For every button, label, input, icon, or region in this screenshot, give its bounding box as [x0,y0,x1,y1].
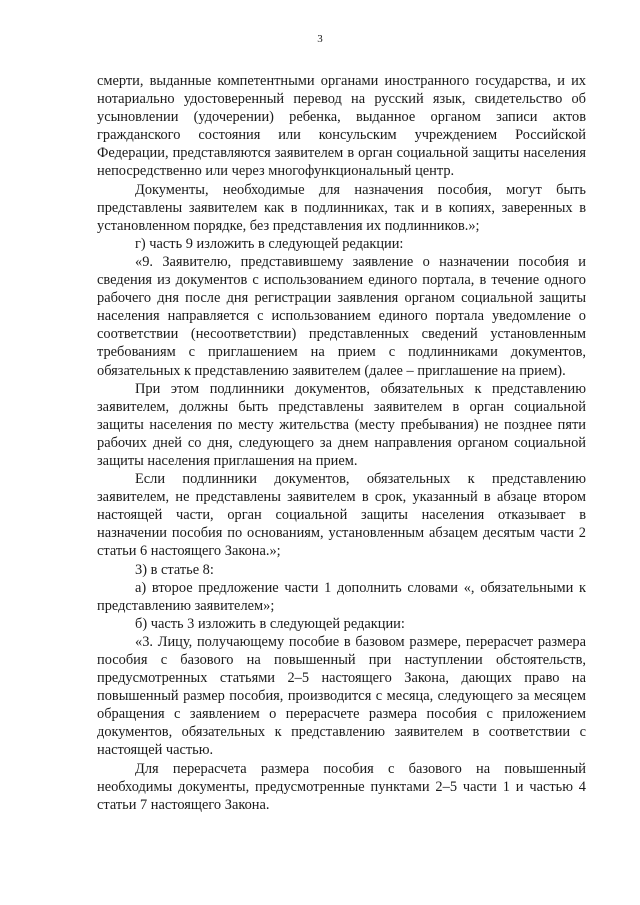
paragraph-amendment-item: г) часть 9 изложить в следующей редакции: [135,235,404,252]
paragraph-quoted-part-9: «9. Заявителю, представившему заявление о назначении пособия и сведения из документов с использованием единого портала, в течение одного рабочего дня после дня регистрации заявления органом социальной защиты населения направляется с использованием единого портала уведомление о соответствии (несоответствии) представленных сведений установленным требованиям с приглашением на прием с подлинниками документов, обязательных к представлению заявителем (далее – приглашение на прием). [97,253,586,379]
paragraph: Если подлинники документов, обязательных к представлению заявителем, не представлены заявителем в срок, указанный в абзаце втором настоящей части, орган социальной защиты населения отказывает в назначении пособия по основаниям, установленным абзацем десятым части 2 статьи 6 настоящего Закона.»; [97,471,586,560]
document-body [97,72,586,814]
page-number: 3 [317,33,323,45]
paragraph-quoted-part-3: «3. Лицу, получающему пособие в базовом размере, перерасчет размера пособия с базового на повышенный при наступлении обстоятельств, предусмотренных статьями 2–5 настоящего Закона, дающих право на повышенный размер пособия, производится с месяца, следующего за месяцем обращения с заявлением о перерасчете размера пособия с приложением документов, обязательных к представлению заявителем в соответствии с настоящей частью. [97,633,586,759]
paragraph: При этом подлинники документов, обязательных к представлению заявителем, должны быть представлены заявителем в орган социальной защиты населения по месту жительства (месту пребывания) не позднее пяти рабочих дней со дня, следующего за днем направления органом социальной защиты населения приглашения на прием. [97,380,586,469]
paragraph: Документы, необходимые для назначения пособия, могут быть представлены заявителем как в подлинниках, так и в копиях, заверенных в установленном порядке, без представления их подлинников.»; [97,181,586,234]
paragraph-amendment-item: 3) в статье 8: [135,561,214,578]
paragraph-amendment-item: а) второе предложение части 1 дополнить словами «, обязательными к представлению заявителем»; [97,579,586,614]
paragraph: Для перерасчета размера пособия с базового на повышенный необходимы документы, предусмотренные пунктами 2–5 части 1 и частью 4 статьи 7 настоящего Закона. [97,760,586,813]
paragraph-continuation: смерти, выданные компетентными органами иностранного государства, и их нотариально удостоверенный перевод на русский язык, свидетельство об усыновлении (удочерении) ребенка, выданное органом записи актов гражданского состояния или консульским учреждением Российской Федерации, представляются заявителем в орган социальной защиты населения непосредственно или через многофункциональный центр. [97,73,586,180]
paragraph-amendment-item: б) часть 3 изложить в следующей редакции: [135,615,405,632]
